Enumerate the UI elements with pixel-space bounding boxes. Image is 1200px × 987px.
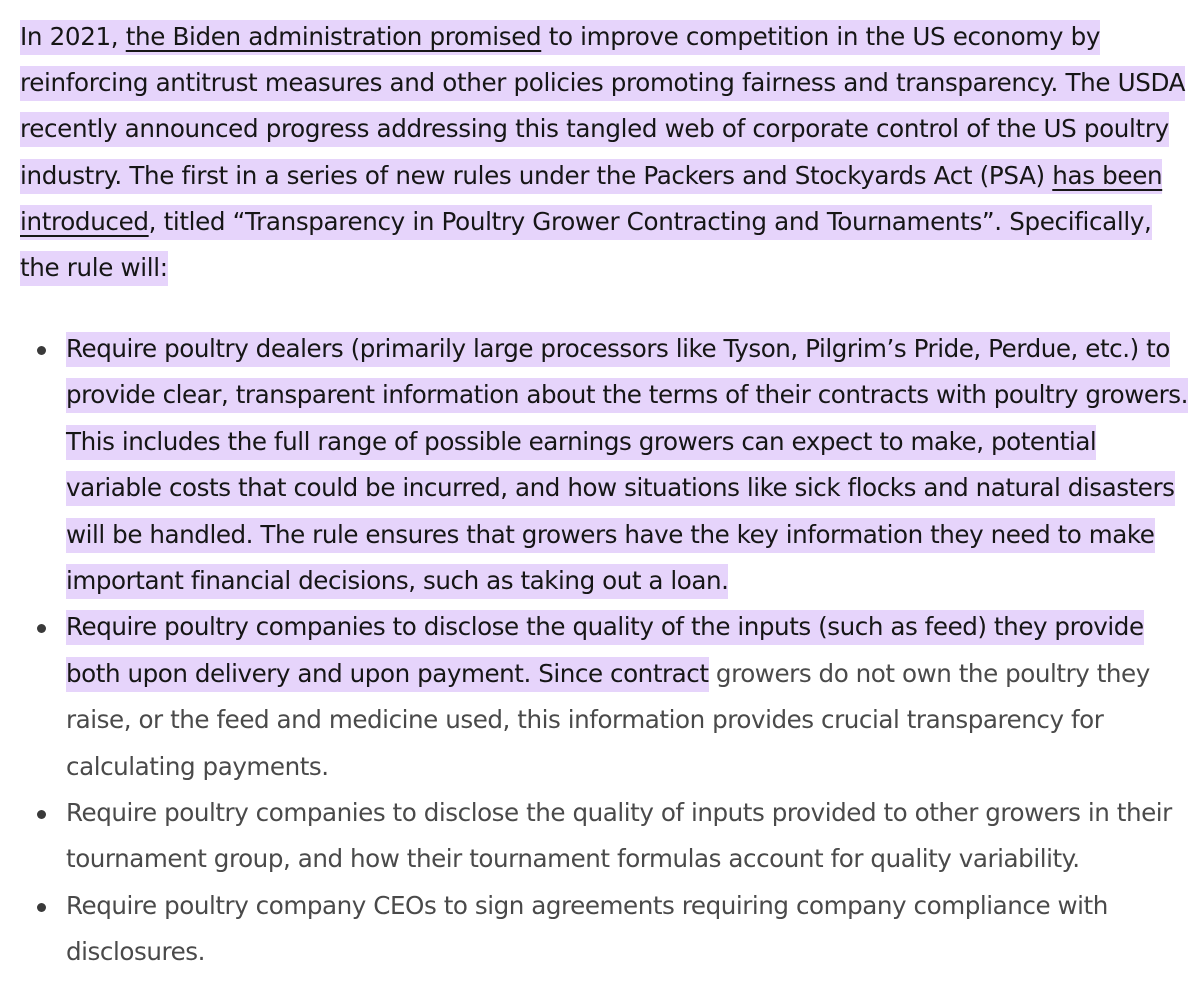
plain-text: growers do not own the poultry they raise, or the feed and medicine used, this information provides crucial transparency for calculating payments. <box>66 658 1150 781</box>
intro-text-2: to improve competition in the US economy by reinforcing antitrust measures and other policies promoting fairness and transparency. The USDA recently announced progress addressing this tangled web of corporate control of the US poultry industry. The first in a series of new rules under the Packers and Stockyards Act (PSA) <box>20 22 1186 190</box>
bullet-icon <box>37 346 46 355</box>
highlighted-intro <box>20 20 1185 286</box>
article-body <box>20 14 1190 291</box>
list-item <box>20 790 1190 883</box>
list-item <box>20 883 1190 976</box>
list-item <box>20 604 1190 790</box>
bullet-icon <box>37 624 46 633</box>
intro-paragraph <box>20 14 1190 291</box>
rule-list <box>20 326 1190 976</box>
plain-text: Require poultry companies to disclose the quality of inputs provided to other growers in their tournament group, and how their tournament formulas account for quality variability. <box>66 798 1172 874</box>
bullet-icon <box>37 903 46 912</box>
intro-text-1: In 2021, <box>20 22 126 51</box>
bullet-icon <box>37 810 46 819</box>
highlighted-text: Require poultry dealers (primarily large processors like Tyson, Pilgrim’s Pride, Perdue, etc.) to provide clear, transparent information about the terms of their contracts with poultry growers. This includes the full range of possible earnings growers can expect to make, potential variable costs that could be incurred, and how situations like sick flocks and natural disasters will be handled. The rule ensures that growers have the key information they need to make important financial decisions, such as taking out a loan. <box>66 332 1188 599</box>
biden-administration-link[interactable]: the Biden administration promised <box>125 22 542 51</box>
plain-text: Require poultry company CEOs to sign agreements requiring company compliance with disclosures. <box>66 890 1108 967</box>
highlighted-text: Require poultry companies to disclose the quality of the inputs (such as feed) they provide both upon delivery and upon payment. Since contract <box>66 610 1144 691</box>
list-item <box>20 326 1190 604</box>
has-been-introduced-link[interactable]: has been introduced <box>20 160 1163 236</box>
intro-text-3: , titled “Transparency in Poultry Grower Contracting and Tournaments”. Specifically, the rule will: <box>20 206 1152 283</box>
